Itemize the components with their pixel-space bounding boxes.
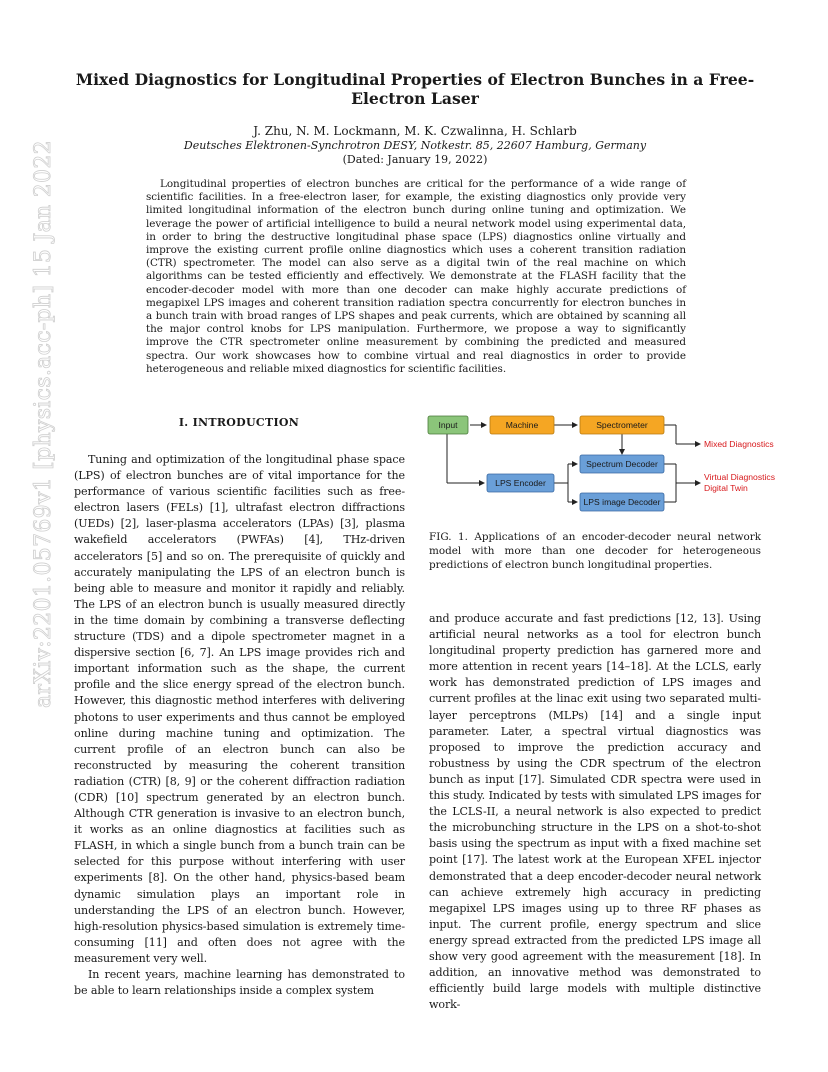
author-list: J. Zhu, N. M. Lockmann, M. K. Czwalinna, H. Schlarb xyxy=(253,124,577,138)
affiliation: Deutsches Elektronen-Synchrotron DESY, Notkestr. 85, 22607 Hamburg, Germany xyxy=(183,139,647,152)
left-column xyxy=(74,452,405,999)
spectrum-decoder-box-label: Spectrum Decoder xyxy=(586,459,658,469)
paper-title: Mixed Diagnostics for Longitudinal Properties of Electron Bunches in a Free-Electron Laser xyxy=(75,70,755,108)
arxiv-stamp xyxy=(20,140,60,710)
figure-1 xyxy=(426,408,786,518)
mixed-diagnostics-label: Mixed Diagnostics xyxy=(704,439,774,449)
paragraph: and produce accurate and fast predictions [12, 13]. Using artificial neural networks as a tool for electron bunch longitudinal property prediction has garnered more and more attention in recent years [14–18]. At the LCLS, early work has demonstrated prediction of LPS images and current profiles at the linac exit using two separated multi-layer perceptrons (MLPs) [14] and a single input parameter. Later, a spectral virtual diagnostics was proposed to improve the prediction accuracy and robustness by using the CDR spectrum of the electron bunch as input [17]. Simulated CDR spectra were used in this study. Indicated by tests with simulated LPS images for the LCLS-II, a neural network is also expected to predict the microbunching structure in the LPS on a shot-to-shot basis using the spectrum as input with a fixed machine set point [17]. The latest work at the European XFEL injector demonstrated that a deep encoder-decoder neural network can achieve extremely high accuracy in predicting megapixel LPS images using up to three RF phases as input. The current profile, energy spectrum and slice energy spread extracted from the predicted LPS image all show very good agreement with the measurement [18]. In addition, an innovative method was demonstrated to efficiently build large models with multiple distinctive work- xyxy=(429,612,761,1012)
virtual-diagnostics-label: Virtual Diagnostics xyxy=(704,472,776,482)
lps-image-decoder-box-label: LPS image Decoder xyxy=(583,497,661,507)
figure-1-caption: FIG. 1. Applications of an encoder-decoder neural network model with more than one decoder for heterogeneous predictions of electron bunch longitudinal properties. xyxy=(429,531,761,571)
machine-box-label: Machine xyxy=(505,420,539,430)
abstract: Longitudinal properties of electron bunches are critical for the performance of a wide range of scientific facilities. In a free-electron laser, for example, the existing diagnostics only provide very limited longitudinal information of the electron bunch during online tuning and optimization. We leverage the power of artificial intelligence to build a neural network model using experimental data, in order to bring the destructive longitudinal phase space (LPS) diagnostics online virtually and improve the existing current profile online diagnostics which uses a coherent transition radiation (CTR) spectrometer. The model can also serve as a digital twin of the real machine on which algorithms can be tested efficiently and effectively. We demonstrate at the FLASH facility that the encoder-decoder model with more than one decoder can make highly accurate predictions of megapixel LPS images and coherent transition radiation spectra concurrently for electron bunches in a bunch train with broad ranges of LPS shapes and peak currents, which are obtained by scanning all the major control knobs for LPS manipulation. Furthermore, we propose a way to significantly improve the CTR spectrometer online measurement by combining the predicted and measured spectra. Our work showcases how to combine virtual and real diagnostics in order to provide heterogeneous and reliable mixed diagnostics for scientific facilities. xyxy=(146,178,686,375)
spectrometer-box-label: Spectrometer xyxy=(596,420,648,430)
paragraph: Tuning and optimization of the longitudinal phase space (LPS) of electron bunches are of vital importance for the performance of various scientific facilities such as free-electron lasers (FELs) [1], ultrafast electron diffractions (UEDs) [2], laser-plasma accelerators (LPAs) [3], plasma wakefield accelerators (PWFAs) [4], THz-driven accelerators [5] and so on. The prerequisite of quickly and accurately manipulating the LPS of an electron bunch is being able to measure and monitor it rapidly and reliably. The LPS of an electron bunch is usually measured directly in the time domain by combining a transverse deflecting structure (TDS) and a dipole spectrometer magnet in a dispersive section [6, 7]. An LPS image provides rich and important information such as the shape, the current profile and the slice energy spread of the electron bunch. However, this diagnostic method interferes with delivering photons to user experiments and thus cannot be employed online during machine tuning and optimization. The current profile of an electron bunch can also be reconstructed by measuring the coherent transition radiation (CTR) [8, 9] or the coherent diffraction radiation (CDR) [10] spectrum generated by an electron bunch. Although CTR generation is invasive to an electron bunch, it works as an online diagnostics at facilities such as FLASH, in which a single bunch from a bunch train can be selected for this purpose without interfering with user experiments [8]. On the other hand, physics-based beam dynamic simulation plays an important role in understanding the LPS of an electron bunch. However, high-resolution physics-based simulation is extremely time-consuming [11] and often does not agree with the measurement very well. xyxy=(74,453,405,965)
digital-twin-label: Digital Twin xyxy=(704,483,748,493)
figure-1-diagram xyxy=(426,408,786,518)
lps-encoder-box-label: LPS Encoder xyxy=(495,478,546,488)
date-line: (Dated: January 19, 2022) xyxy=(342,153,488,166)
paragraph: In recent years, machine learning has demonstrated to be able to learn relationships inside a complex system xyxy=(74,968,405,998)
input-box-label: Input xyxy=(438,420,458,430)
section-heading-introduction: I. INTRODUCTION xyxy=(178,416,300,429)
right-column xyxy=(429,611,761,1013)
arxiv-stamp-text: arXiv:2201.05769v1 [physics.acc-ph] 15 Jan 2022 xyxy=(31,140,56,708)
